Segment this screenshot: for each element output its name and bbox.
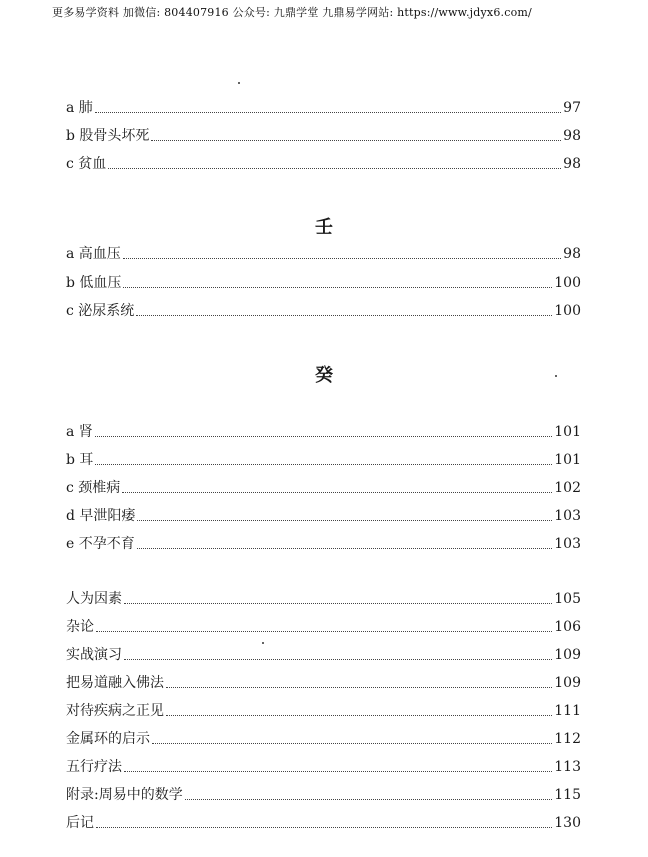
toc-leader-dots <box>124 658 552 660</box>
toc-leader-dots <box>137 519 552 521</box>
toc-entry-page: 106 <box>554 619 581 635</box>
page-header-watermark: 更多易学资料 加微信: 804407916 公众号: 九鼎学堂 九鼎易学网站: https://www.jdyx6.com/ <box>52 6 532 19</box>
toc-leader-dots <box>124 770 552 772</box>
toc-entry[interactable] <box>66 784 581 804</box>
toc-entry-title: 金属环的启示 <box>66 731 150 747</box>
toc-leader-dots <box>124 602 552 604</box>
toc-entry[interactable] <box>66 97 581 117</box>
scan-speck <box>238 82 240 84</box>
toc-leader-dots <box>95 435 552 437</box>
toc-entry-title: d 早泄阳痿 <box>66 508 136 524</box>
toc-leader-dots <box>152 742 552 744</box>
toc-entry-title: a 肺 <box>66 100 93 116</box>
toc-entry-page: 113 <box>554 759 581 775</box>
scan-speck <box>555 375 557 377</box>
toc-entry-page: 111 <box>554 703 581 719</box>
toc-entry-title: 后记 <box>66 815 94 831</box>
toc-entry-title: 实战演习 <box>66 647 122 663</box>
toc-entry-title: 附录:周易中的数学 <box>66 787 183 803</box>
toc-entry-title: a 高血压 <box>66 246 121 262</box>
toc-leader-dots <box>136 314 552 316</box>
toc-entry[interactable] <box>66 421 581 441</box>
toc-entry-page: 112 <box>554 731 581 747</box>
toc-entry-page: 115 <box>554 787 581 803</box>
toc-entry-title: 对待疾病之正见 <box>66 703 164 719</box>
toc-entry[interactable] <box>66 300 581 320</box>
toc-entry-page: 97 <box>563 100 581 116</box>
toc-entry-title: a 肾 <box>66 424 93 440</box>
toc-entry[interactable] <box>66 588 581 608</box>
toc-entry-page: 105 <box>554 591 581 607</box>
toc-leader-dots <box>166 714 552 716</box>
toc-entry[interactable] <box>66 505 581 525</box>
toc-leader-dots <box>96 630 552 632</box>
toc-entry-title: b 股骨头坏死 <box>66 128 150 144</box>
toc-entry-page: 98 <box>563 128 581 144</box>
section-heading: 壬 <box>315 217 333 238</box>
toc-leader-dots <box>95 111 561 113</box>
toc-leader-dots <box>123 286 552 288</box>
toc-entry-title: 五行疗法 <box>66 759 122 775</box>
toc-entry[interactable] <box>66 449 581 469</box>
toc-entry[interactable] <box>66 812 581 832</box>
toc-entry[interactable] <box>66 243 581 263</box>
toc-leader-dots <box>137 547 553 549</box>
toc-entry[interactable] <box>66 533 581 553</box>
scan-speck <box>262 642 264 644</box>
toc-entry[interactable] <box>66 672 581 692</box>
toc-leader-dots <box>185 798 553 800</box>
toc-leader-dots <box>166 686 552 688</box>
toc-entry-title: 杂论 <box>66 619 94 635</box>
toc-entry[interactable] <box>66 272 581 292</box>
toc-entry-title: c 贫血 <box>66 156 107 172</box>
section-heading: 癸 <box>315 365 333 386</box>
toc-leader-dots <box>151 139 561 141</box>
toc-entry[interactable] <box>66 728 581 748</box>
toc-entry-title: e 不孕不育 <box>66 536 135 552</box>
toc-entry[interactable] <box>66 125 581 145</box>
toc-entry-page: 100 <box>554 303 581 319</box>
toc-entry-page: 101 <box>554 424 581 440</box>
toc-leader-dots <box>95 463 552 465</box>
toc-entry-page: 130 <box>554 815 581 831</box>
toc-leader-dots <box>108 167 561 169</box>
toc-entry-page: 109 <box>554 675 581 691</box>
toc-entry-title: c 颈椎病 <box>66 480 121 496</box>
toc-entry-page: 102 <box>554 480 581 496</box>
toc-entry-title: b 耳 <box>66 452 94 468</box>
toc-entry-page: 100 <box>554 275 581 291</box>
toc-entry[interactable] <box>66 153 581 173</box>
toc-entry-page: 101 <box>554 452 581 468</box>
toc-leader-dots <box>123 257 561 259</box>
toc-entry[interactable] <box>66 756 581 776</box>
toc-entry-title: c 泌尿系统 <box>66 303 135 319</box>
toc-entry-page: 103 <box>554 508 581 524</box>
toc-leader-dots <box>96 826 552 828</box>
toc-entry-page: 98 <box>563 246 581 262</box>
toc-leader-dots <box>122 491 552 493</box>
toc-entry-page: 109 <box>554 647 581 663</box>
toc-entry-page: 98 <box>563 156 581 172</box>
toc-entry[interactable] <box>66 644 581 664</box>
toc-entry[interactable] <box>66 616 581 636</box>
toc-entry-page: 103 <box>554 536 581 552</box>
toc-entry[interactable] <box>66 700 581 720</box>
toc-entry[interactable] <box>66 477 581 497</box>
toc-entry-title: 把易道融入佛法 <box>66 675 164 691</box>
toc-entry-title: 人为因素 <box>66 591 122 607</box>
toc-entry-title: b 低血压 <box>66 275 122 291</box>
